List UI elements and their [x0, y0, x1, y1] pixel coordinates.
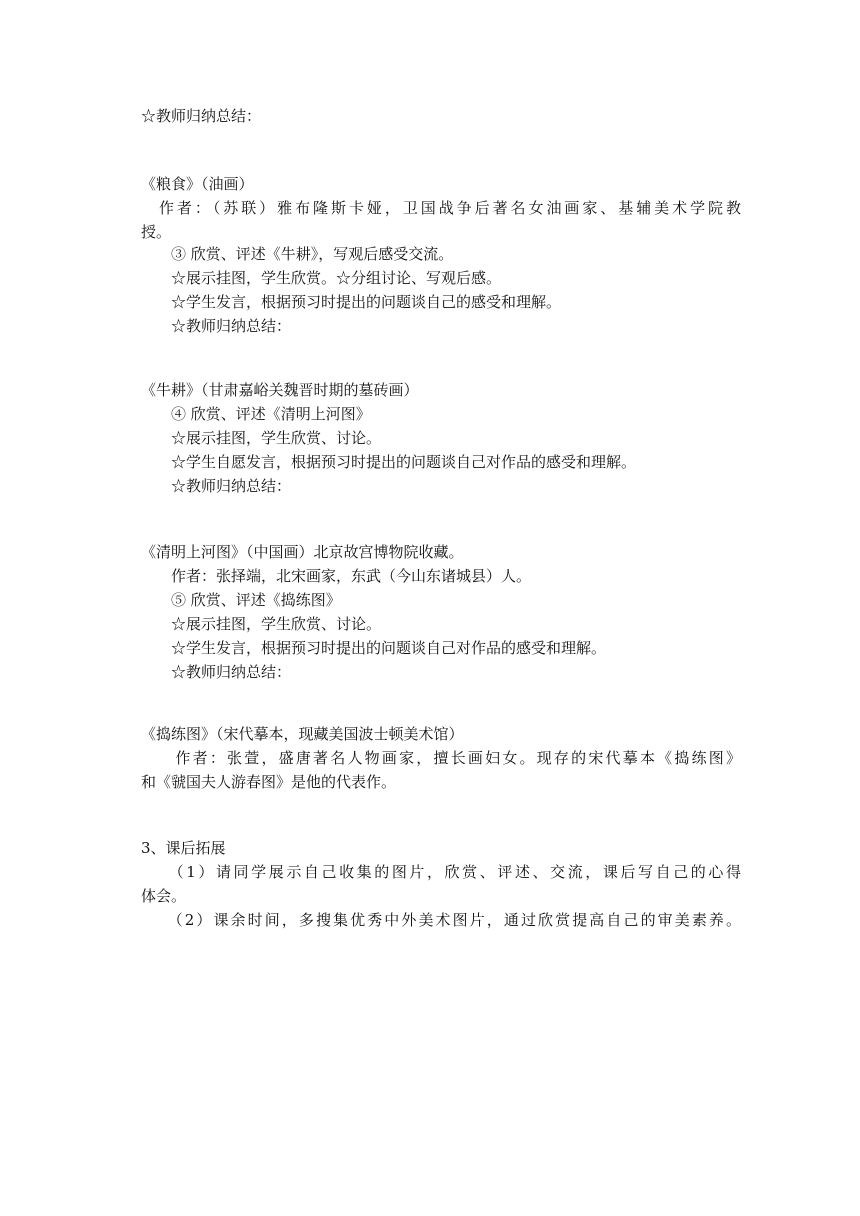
work-title-niugeng: 《牛耕》（甘肃嘉峪关魏晋时期的墓砖画）: [141, 381, 419, 399]
author-line-daolian: 作者：张萱，盛唐著名人物画家，擅长画妇女。现存的宋代摹本《捣练图》: [141, 749, 741, 767]
extension-item-2: （2）课余时间，多搜集优秀中外美术图片，通过欣赏提高自己的审美素养。: [141, 911, 741, 929]
work-title-liangshi: 《粮食》（油画）: [141, 175, 254, 193]
step-3-heading: ③ 欣赏、评述《牛耕》，写观后感受交流。: [141, 245, 454, 263]
author-line-daolian-cont: 和《虢国夫人游春图》是他的代表作。: [141, 773, 397, 791]
author-line-liangshi-cont: 授。: [141, 223, 172, 241]
step-3-summary: ☆教师归纳总结：: [141, 317, 292, 335]
work-title-daolian: 《捣练图》（宋代摹本，现藏美国波士顿美术馆）: [141, 725, 464, 743]
author-line-qingming: 作者：张择端，北宋画家，东武（今山东诸城县）人。: [141, 567, 532, 585]
extension-item-1-cont: 体会。: [141, 887, 187, 905]
step-5-activity: ☆展示挂图，学生欣赏、讨论。: [141, 615, 382, 633]
step-4-heading: ④ 欣赏、评述《清明上河图》: [141, 405, 371, 423]
extension-heading: 3、课后拓展: [141, 839, 226, 857]
step-3-activity: ☆展示挂图，学生欣赏。☆分组讨论、写观后感。: [141, 269, 502, 287]
teacher-summary-heading: ☆教师归纳总结：: [141, 107, 262, 125]
step-5-heading: ⑤ 欣赏、评述《捣练图》: [141, 591, 341, 609]
step-3-speech: ☆学生发言，根据预习时提出的问题谈自己的感受和理解。: [141, 293, 562, 311]
step-4-summary: ☆教师归纳总结：: [141, 477, 292, 495]
step-5-summary: ☆教师归纳总结：: [141, 663, 292, 681]
work-title-qingming: 《清明上河图》（中国画）北京故宫博物院收藏。: [141, 543, 464, 561]
step-4-speech: ☆学生自愿发言，根据预习时提出的问题谈自己对作品的感受和理解。: [141, 453, 637, 471]
step-4-activity: ☆展示挂图，学生欣赏、讨论。: [141, 429, 382, 447]
step-5-speech: ☆学生发言，根据预习时提出的问题谈自己对作品的感受和理解。: [141, 639, 607, 657]
author-line-liangshi: 作者：（苏联）雅布隆斯卡娅，卫国战争后著名女油画家、基辅美术学院教: [141, 199, 741, 217]
extension-item-1: （1）请同学展示自己收集的图片，欣赏、评述、交流，课后写自己的心得: [141, 863, 741, 881]
